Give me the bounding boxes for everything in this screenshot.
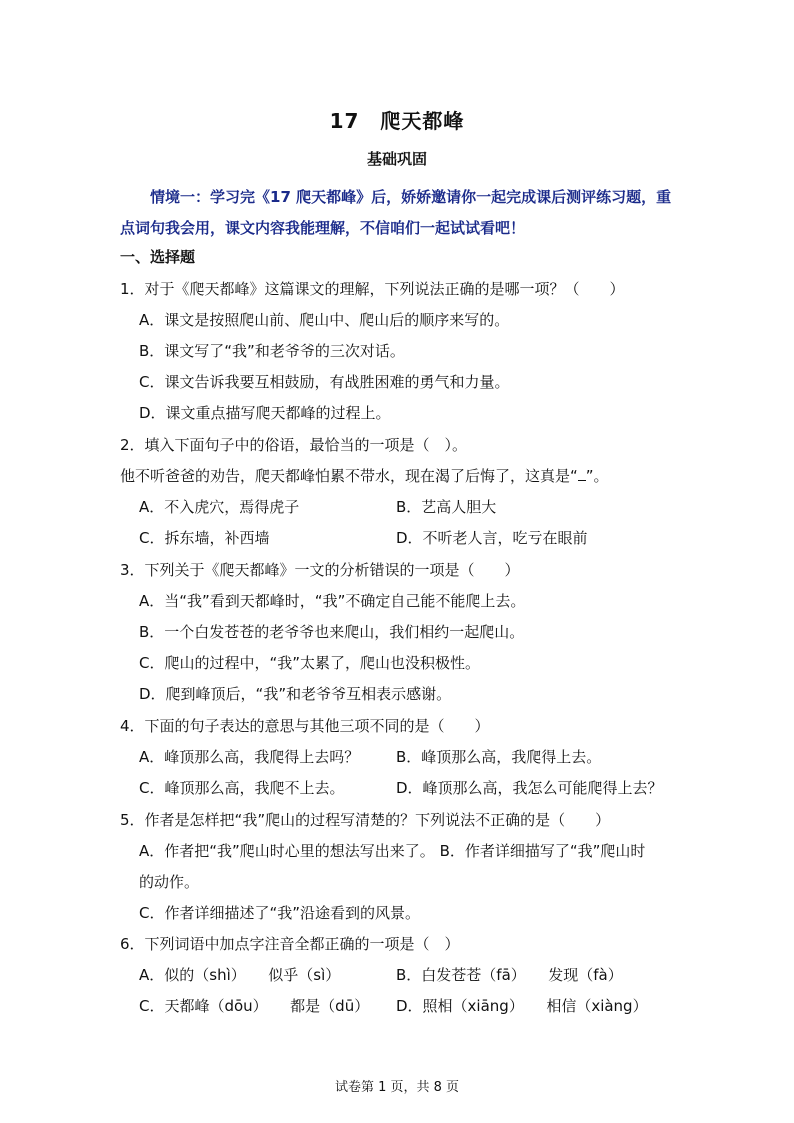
question-6-option-b: B．白发苍苍（fā） 发现（fà） [396,966,623,984]
page-title: 17 爬天都峰 [329,109,465,133]
question-2-sentence-post: ”。 [585,467,609,485]
question-1-option-a: A．课文是按照爬山前、爬山中、爬山后的顺序来写的。 [139,311,510,329]
section-heading: 一、选择题 [120,248,196,266]
question-1-stem: 1．对于《爬天都峰》这篇课文的理解，下列说法正确的是哪一项？（ ） [120,280,625,298]
question-2-sentence [120,466,609,486]
question-4-option-a: A．峰顶那么高，我爬得上去吗？ [139,748,360,766]
question-6-stem: 6．下列词语中加点字注音全都正确的一项是（ ） [120,935,460,953]
question-5-stem: 5．作者是怎样把“我”爬山的过程写清楚的？下列说法不正确的是（ ） [120,811,611,829]
question-5-option-ab: A．作者把“我”爬山时心里的想法写出来了。 B．作者详细描写了“我”爬山时 [139,842,646,860]
question-1-option-d: D．课文重点描写爬天都峰的过程上。 [139,404,391,422]
question-3-option-d: D．爬到峰顶后，“我”和老爷爷互相表示感谢。 [139,685,452,703]
question-6-option-a: A．似的（shì） 似乎（sì） [139,966,341,984]
question-5-option-c: C．作者详细描述了“我”沿途看到的风景。 [139,904,421,922]
question-4-option-b: B．峰顶那么高，我爬得上去。 [396,748,602,766]
question-2-option-c: C．拆东墙，补西墙 [139,529,270,547]
question-1-option-b: B．课文写了“我”和老爷爷的三次对话。 [139,342,405,360]
question-3-option-a: A．当“我”看到天都峰时，“我”不确定自己能不能爬上去。 [139,592,526,610]
question-3-option-c: C．爬山的过程中，“我”太累了，爬山也没积极性。 [139,654,481,672]
question-4-option-d: D．峰顶那么高，我怎么可能爬得上去？ [396,779,663,797]
question-5-option-ab-continued: 的动作。 [139,873,200,891]
page-footer: 试卷第 1 页，共 8 页 [334,1080,460,1095]
scenario-intro: 情境一：学习完《17 爬天都峰》后，娇娇邀请你一起完成课后测评练习题，重点词句我会用，课文内容我能理解，不信咱们一起试试看吧！ [120,188,672,237]
answer-blank [578,466,586,481]
question-3-stem: 3．下列关于《爬天都峰》一文的分析错误的一项是（ ） [120,561,520,579]
question-2-stem: 2．填入下面句子中的俗语，最恰当的一项是（ ）。 [120,436,468,454]
question-1-option-c: C．课文告诉我要互相鼓励，有战胜困难的勇气和力量。 [139,373,510,391]
question-4-option-c: C．峰顶那么高，我爬不上去。 [139,779,345,797]
question-2-option-d: D．不听老人言，吃亏在眼前 [396,529,588,547]
question-2-option-a: A．不入虎穴，焉得虎子 [139,498,300,516]
question-6-option-c: C．天都峰（dōu） 都是（dū） [139,997,370,1015]
section-subtitle: 基础巩固 [366,150,427,168]
question-2-option-b: B．艺高人胆大 [396,498,497,516]
question-3-option-b: B．一个白发苍苍的老爷爷也来爬山，我们相约一起爬山。 [139,623,525,641]
question-2-sentence-pre: 他不听爸爸的劝告，爬天都峰怕累不带水，现在渴了后悔了，这真是“ [120,467,578,485]
question-4-stem: 4．下面的句子表达的意思与其他三项不同的是（ ） [120,717,490,735]
question-6-option-d: D．照相（xiāng） 相信（xiàng） [396,997,648,1015]
